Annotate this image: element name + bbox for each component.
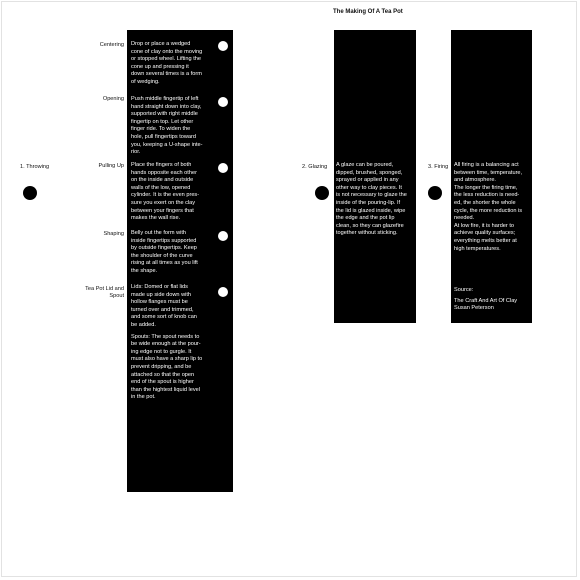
step-text-lid-spout	[131, 284, 217, 406]
step-text-opening-body: Push middle fingertip of left hand straight down into clay, supported with right middle fingertip on top. Let other finger ride. To widen the hole, pull fingertips toward you, keeping a U-shape inte- rior.	[131, 96, 203, 156]
step-marker-centering	[218, 41, 228, 51]
stage-label-throwing: 1. Throwing	[20, 164, 50, 170]
firing-text-body: All firing is a balancing act between time, temperature, and atmosphere. The longer the firing time, the less reduction is need- ed, the shorter the whole cycle, the more reduction is needed. At low fire, it is harder to achieve quality surfaces; everything melts better at high temperatures.	[454, 162, 523, 252]
step-text-shaping-body: Belly out the form with inside fingertips supported by outside fingertips. Keep the shoulder of the curve rising at all times as you lift the shape.	[131, 230, 198, 274]
step-text-shaping	[131, 230, 217, 280]
step-marker-shaping	[218, 231, 228, 241]
stage-marker-glazing	[315, 186, 329, 200]
source-title: The Craft And Art Of Clay	[454, 297, 518, 304]
stage-label-glazing: 2. Glazing	[302, 164, 328, 170]
step-text-spouts-body: Spouts: The spout needs to be wide enough at the pour- ing edge not to gurgle. It must also have a sharp lip to prevent dripping, and be attached so that the open end of the spout is higher than the hightest liquid level in the pot.	[131, 333, 203, 401]
step-label-pulling-up: Pulling Up	[98, 163, 124, 169]
glazing-text	[336, 162, 414, 242]
stage-marker-throwing	[23, 186, 37, 200]
stage-label-firing: 3. Firing	[428, 164, 449, 170]
page-title: The Making Of A Tea Pot	[333, 9, 403, 15]
step-label-shaping: Shaping	[103, 231, 124, 237]
step-marker-opening	[218, 97, 228, 107]
step-text-pulling-up	[131, 162, 217, 227]
step-label-opening: Opening	[102, 96, 124, 102]
firing-text	[454, 162, 530, 257]
source-label: Source:	[454, 287, 474, 293]
step-text-lids-body: Lids: Domed or flat lids made up side down with hollow flanges must be turned over and trimmed, and some sort of knob can be added.	[131, 284, 197, 328]
glazing-text-body: A glaze can be poured, dipped, brushed, sponged, sprayed or applied in any other way to clay pieces. It is not necessary to glaze the inside of the pouring-lip. If the lid is glazed inside, wipe the edge and the pot lip clean, so they can glazefire together without sticking.	[336, 162, 407, 237]
stage-marker-firing	[428, 186, 442, 200]
source-author: Susan Peterson	[454, 305, 494, 312]
step-text-opening	[131, 96, 217, 161]
step-marker-pulling-up	[218, 163, 228, 173]
step-text-centering-body: Drop or place a wedged cone of clay onto the moving or stopped wheel. Lifting the cone up and pressing it down several times is a form of wedging.	[131, 41, 203, 85]
step-text-pulling-up-body: Place the fingers of both hands opposite each other on the inside and outside walls of the low, opened cylinder. It is the even pres- sure you exert on the clay between your fingers that makes the wall rise.	[131, 162, 200, 222]
source-block	[454, 287, 530, 313]
step-marker-lid-spout	[218, 287, 228, 297]
step-label-centering: Centering	[99, 42, 124, 48]
step-text-centering	[131, 41, 217, 91]
step-label-lid-spout: Tea Pot Lid and Spout	[85, 286, 124, 299]
